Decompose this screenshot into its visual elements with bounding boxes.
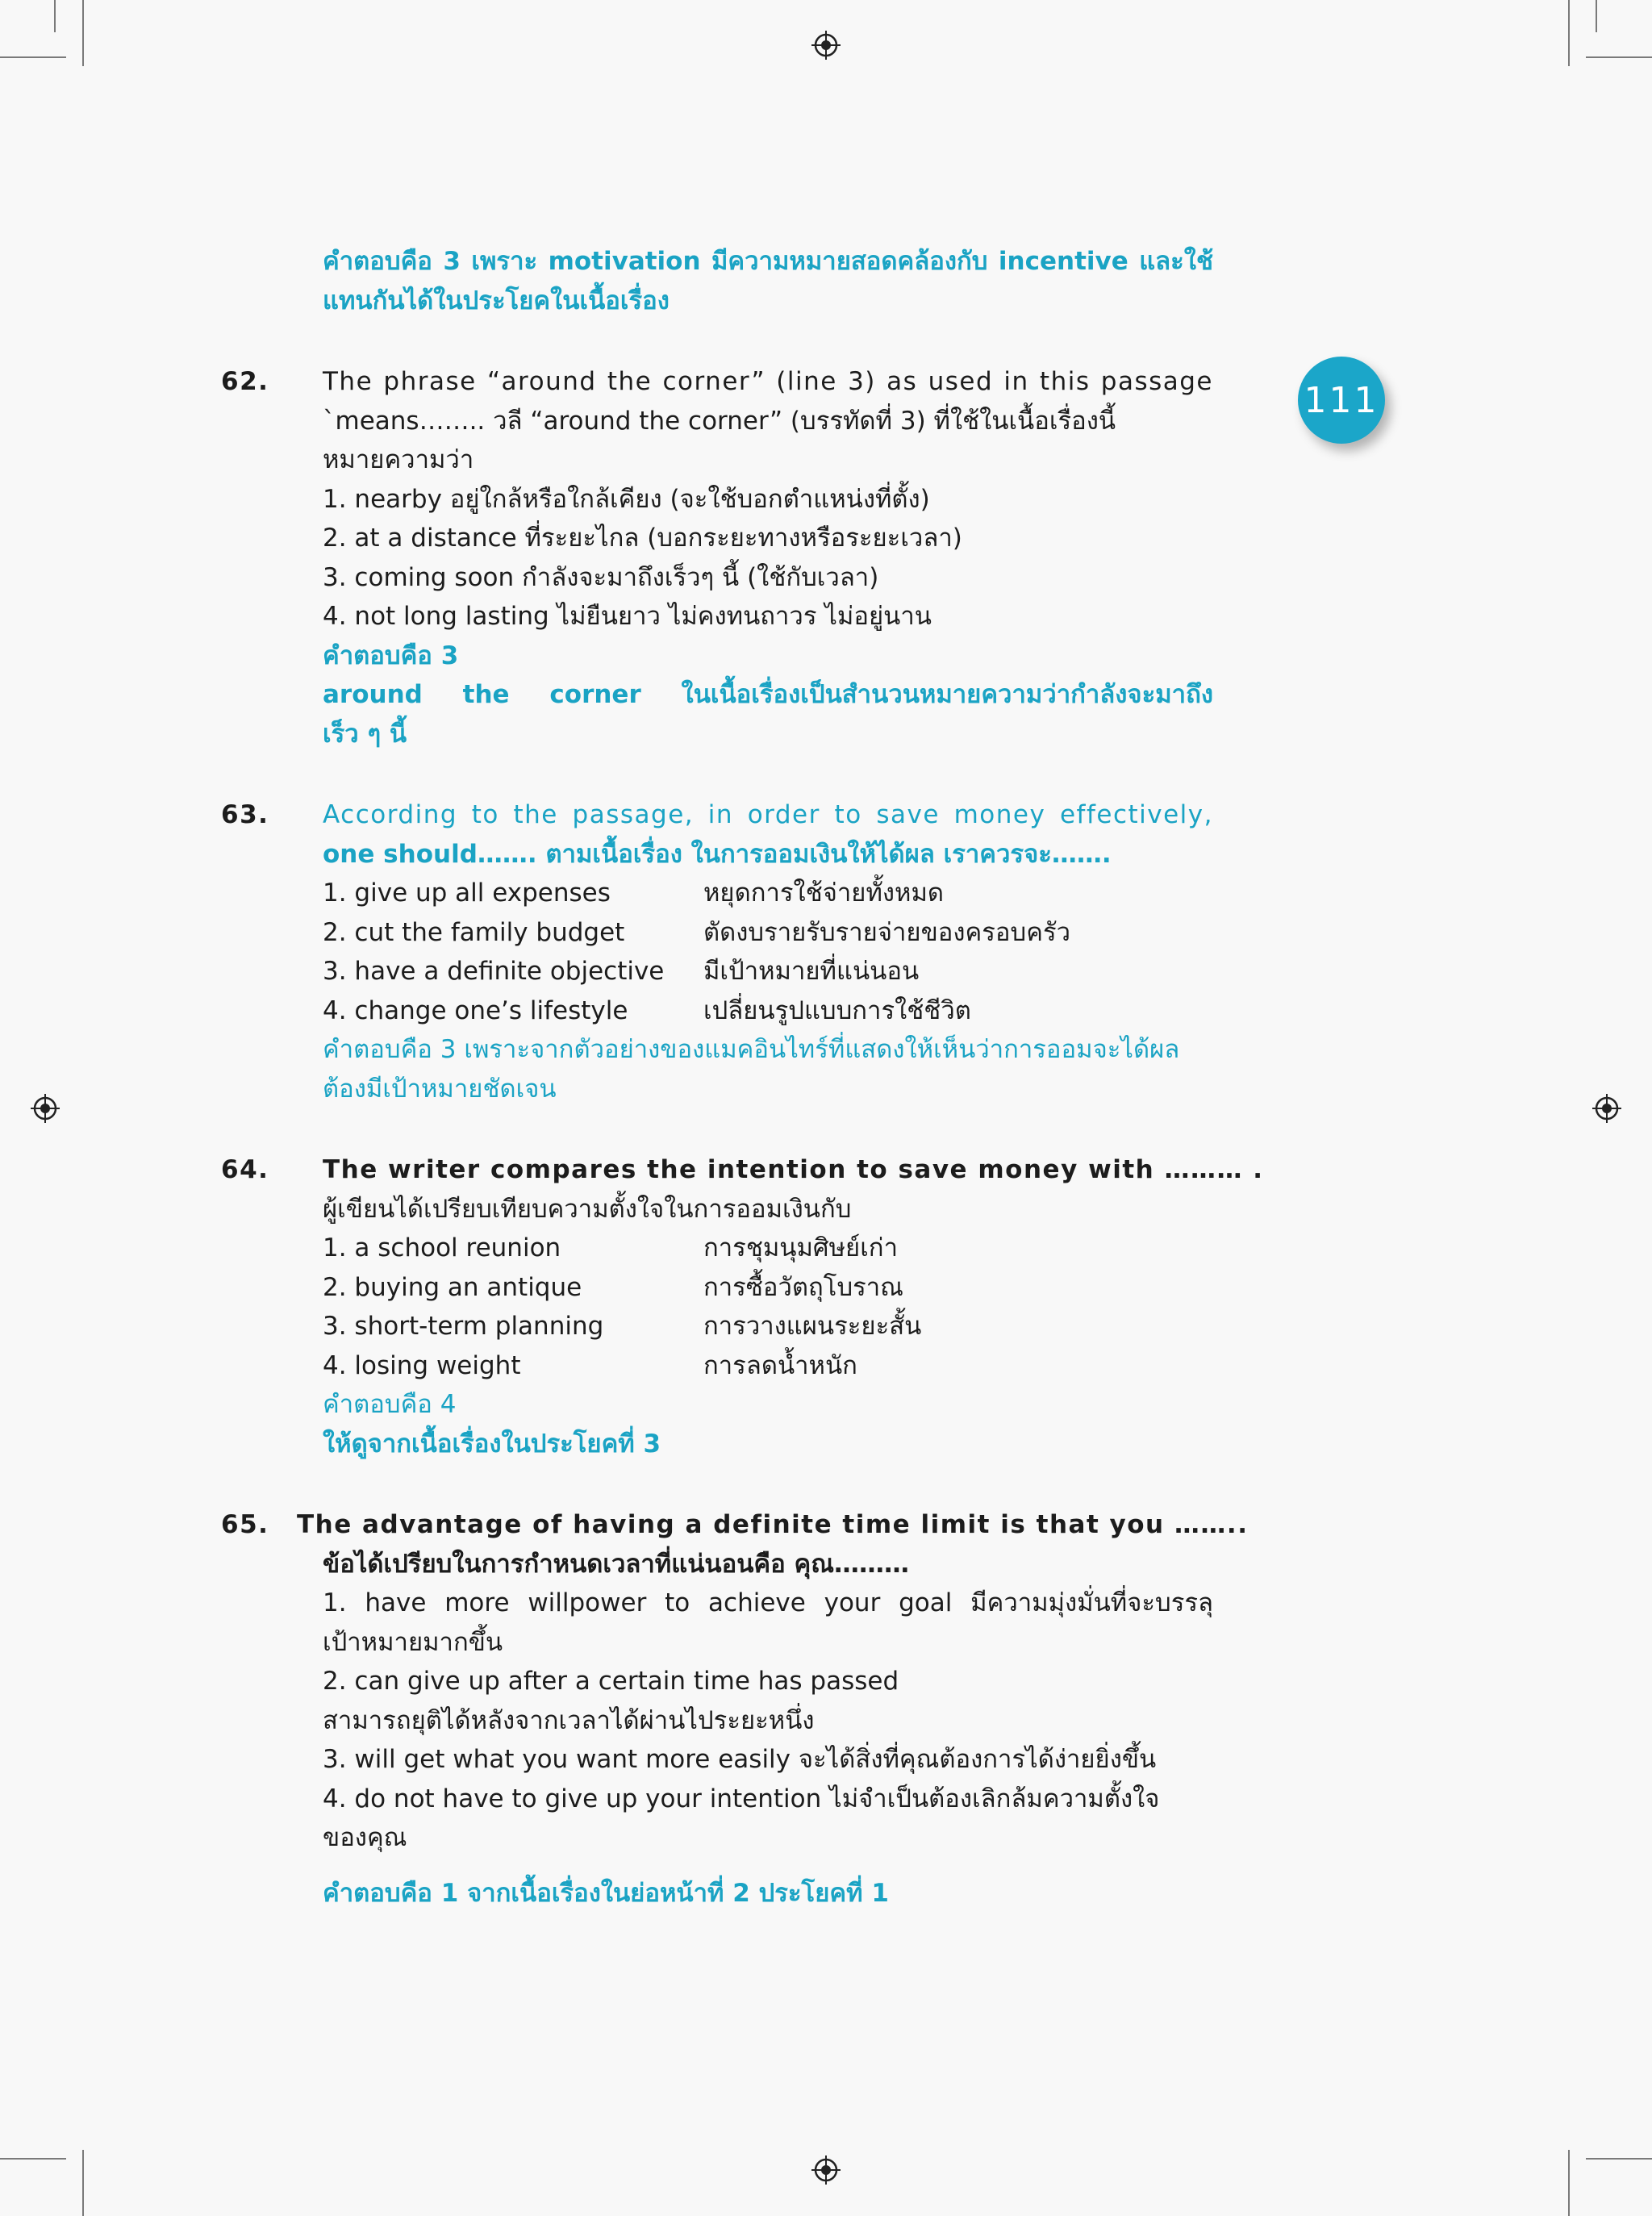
option-item bbox=[323, 913, 1213, 953]
option-english: 4. losing weight bbox=[323, 1350, 521, 1380]
page-content bbox=[221, 242, 1264, 1913]
crop-mark bbox=[1596, 0, 1597, 32]
crop-mark bbox=[0, 2158, 66, 2160]
crop-mark bbox=[1586, 56, 1652, 58]
question-text: ผู้เขียนได้เปรียบเทียบความตั้งใจในการออมเงินกับ bbox=[323, 1194, 852, 1224]
intro-answer bbox=[221, 242, 1213, 320]
option-item bbox=[323, 1229, 1264, 1268]
crop-mark bbox=[1586, 2158, 1652, 2160]
explanation-text: เร็ว ๆ นี้ bbox=[323, 719, 407, 749]
crop-mark bbox=[1568, 2150, 1570, 2216]
question-62 bbox=[221, 362, 1213, 753]
question-number: 64. bbox=[221, 1155, 269, 1184]
question-text: The phrase “around the corner” (line 3) as used in this passage bbox=[323, 367, 1213, 396]
option-item bbox=[323, 952, 1213, 991]
answer-text: คำตอบคือ 1 จากเนื้อเรื่องในย่อหน้าที่ 2 ประโยคที่ 1 bbox=[323, 1878, 889, 1908]
option-english: 4. change one’s lifestyle bbox=[323, 995, 628, 1025]
option-english: 3. have a definite objective bbox=[323, 957, 665, 986]
option-item: เป้าหมายมากขึ้น bbox=[323, 1627, 503, 1657]
option-item: 2. can give up after a certain time has passed bbox=[323, 1667, 899, 1696]
option-thai: การชุมนุมศิษย์เก่า bbox=[703, 1233, 898, 1262]
question-64 bbox=[221, 1150, 1264, 1463]
option-item bbox=[323, 991, 1213, 1031]
crop-mark bbox=[54, 0, 56, 32]
option-thai: การลดน้ำหนัก bbox=[703, 1350, 857, 1380]
option-thai: การวางแผนระยะสั้น bbox=[703, 1312, 922, 1341]
question-text: The advantage of having a definite time limit is that you …….. bbox=[297, 1510, 1249, 1539]
explanation-text: around the corner ในเนื้อเรื่องเป็นสำนวนหมายความว่ากำลังจะมาถึง bbox=[323, 680, 1213, 709]
option-item bbox=[323, 1346, 1264, 1386]
question-text: ข้อได้เปรียบในการกำหนดเวลาที่แน่นอนคือ คุณ……… bbox=[323, 1549, 910, 1579]
page-number-badge: 111 bbox=[1298, 357, 1385, 444]
registration-mark-icon bbox=[1591, 1092, 1623, 1125]
option-item: 3. coming soon กำลังจะมาถึงเร็วๆ นี้ (ใช้กับเวลา) bbox=[323, 562, 879, 592]
option-english: 2. buying an antique bbox=[323, 1272, 582, 1302]
question-text: The writer compares the intention to save money with ……… . bbox=[323, 1155, 1264, 1184]
crop-mark bbox=[0, 56, 66, 58]
question-63 bbox=[221, 795, 1213, 1108]
option-english: 3. short-term planning bbox=[323, 1312, 604, 1341]
option-item: 2. at a distance ที่ระยะไกล (บอกระยะทางหรือระยะเวลา) bbox=[323, 524, 962, 553]
question-number: 62. bbox=[221, 367, 269, 396]
option-item bbox=[323, 1268, 1264, 1308]
option-item: 3. will get what you want more easily จะได้สิ่งที่คุณต้องการได้ง่ายยิ่งขึ้น bbox=[323, 1745, 1157, 1774]
option-item: 4. not long lasting ไม่ยืนยาว ไม่คงทนถาวร ไม่อยู่นาน bbox=[323, 602, 932, 631]
option-item bbox=[323, 874, 1213, 913]
question-text: one should……. ตามเนื้อเรื่อง ในการออมเงินให้ได้ผล เราควรจะ……. bbox=[323, 839, 1112, 869]
registration-mark-icon bbox=[810, 29, 842, 61]
crop-mark bbox=[1568, 0, 1570, 66]
question-number: 65. bbox=[221, 1510, 269, 1539]
option-english: 1. a school reunion bbox=[323, 1233, 561, 1262]
option-thai: การซื้อวัตถุโบราณ bbox=[703, 1272, 903, 1302]
answer-text: คำตอบคือ 3 bbox=[323, 641, 459, 670]
question-text: `means…….. วลี “around the corner” (บรรทัดที่ 3) ที่ใช้ในเนื้อเรื่องนี้ bbox=[323, 406, 1116, 436]
option-thai: ตัดงบรายรับรายจ่ายของครอบครัว bbox=[703, 917, 1071, 947]
option-english: 2. cut the family budget bbox=[323, 917, 625, 947]
registration-mark-icon bbox=[29, 1092, 61, 1125]
option-english: 1. give up all expenses bbox=[323, 878, 611, 908]
crop-mark bbox=[82, 0, 84, 66]
option-item: ของคุณ bbox=[323, 1823, 407, 1852]
answer-text: คำตอบคือ 3 เพราะจากตัวอย่างของแมคอินไทร์ที่แสดงให้เห็นว่าการออมจะได้ผล bbox=[323, 1035, 1180, 1064]
question-text: According to the passage, in order to save money effectively, bbox=[323, 800, 1213, 829]
option-item: สามารถยุติได้หลังจากเวลาได้ผ่านไประยะหนึ่ง bbox=[323, 1705, 815, 1735]
option-thai: หยุดการใช้จ่ายทั้งหมด bbox=[703, 878, 945, 908]
question-65 bbox=[221, 1505, 1249, 1913]
option-item: 1. nearby อยู่ใกล้หรือใกล้เคียง (จะใช้บอกตำแหน่งที่ตั้ง) bbox=[323, 484, 930, 514]
option-item: 1. have more willpower to achieve your goal มีความมุ่งมั่นที่จะบรรลุ bbox=[323, 1588, 1213, 1617]
answer-text: ต้องมีเป้าหมายชัดเจน bbox=[323, 1074, 557, 1104]
answer-text: คำตอบคือ 4 bbox=[323, 1390, 457, 1419]
explanation-text: ให้ดูจากเนื้อเรื่องในประโยคที่ 3 bbox=[323, 1429, 661, 1459]
option-item: 4. do not have to give up your intention ไม่จำเป็นต้องเลิกล้มความตั้งใจ bbox=[323, 1784, 1160, 1813]
answer-text: แทนกันได้ในประโยคในเนื้อเรื่อง bbox=[323, 286, 670, 315]
option-thai: มีเป้าหมายที่แน่นอน bbox=[703, 957, 920, 986]
question-number: 63. bbox=[221, 800, 269, 829]
crop-mark bbox=[82, 2150, 84, 2216]
registration-mark-icon bbox=[810, 2154, 842, 2186]
option-thai: เปลี่ยนรูปแบบการใช้ชีวิต bbox=[703, 995, 971, 1025]
option-item bbox=[323, 1307, 1264, 1346]
answer-text: คำตอบคือ 3 เพราะ motivation มีความหมายสอดคล้องกับ incentive และใช้ bbox=[323, 247, 1213, 276]
question-text: หมายความว่า bbox=[323, 445, 474, 474]
